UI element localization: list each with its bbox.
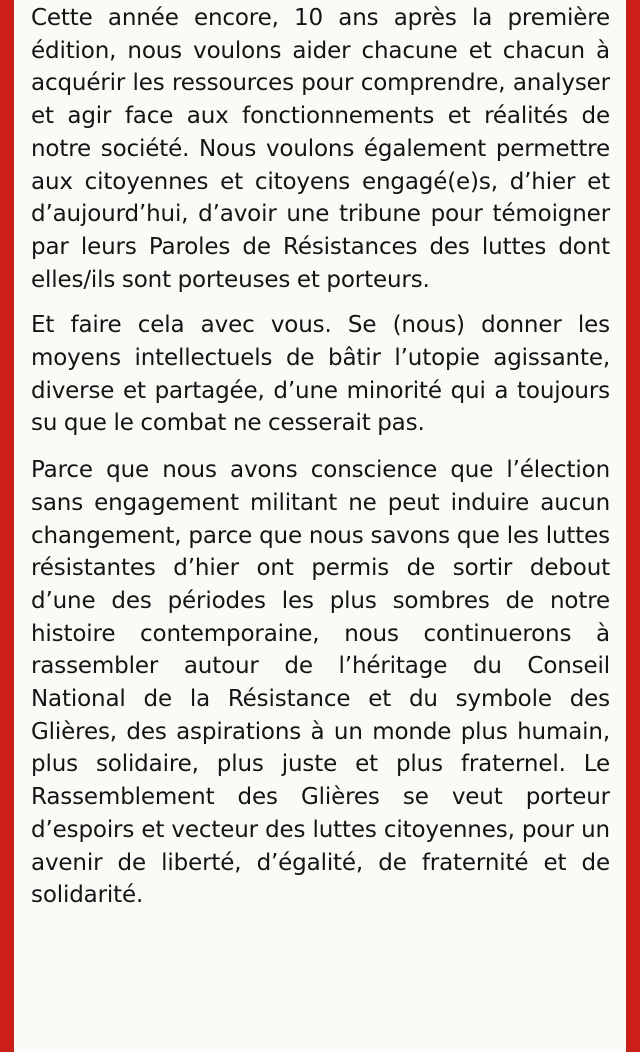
paragraph-resistance: Parce que nous avons conscience que l’élection sans engagement militant ne peut induire aucun changement, parce que nous savons que les luttes résistantes d’hier ont permis de sortir debout d’une des périodes les plus sombres de notre histoire contemporaine, nous continuerons à rassembler autour de l’héritage du Conseil National de la Résistance et du symbole des Glières, des aspirations à un monde plus humain, plus solidaire, plus juste et plus fraternel. Le Rassemblement des Glières se veut porteur d’espoirs et vecteur des luttes citoyennes, pour un avenir de liberté, d’égalité, de fraternité et de solidarité. [31,457,610,909]
paragraph-utopia: Et faire cela avec vous. Se (nous) donner les moyens intellectuels de bâtir l’utopie agissante, diverse et partagée, d’une minorité qui a toujours su que le combat ne cesserait pas. [31,312,610,437]
paragraph-intro: Cette année encore, 10 ans après la première édition, nous voulons aider chacune et chacun à acquérir les ressources pour comprendre, analyser et agir face aux fonctionnements et réalités de notre société. Nous voulons également permettre aux citoyennes et citoyens engagé(e)s, d’hier et d’aujourd’hui, d’avoir une tribune pour témoigner par leurs Paroles de Résistances des luttes dont elles/ils sont porteuses et porteurs. [31,5,610,293]
text-page [14,0,626,1052]
